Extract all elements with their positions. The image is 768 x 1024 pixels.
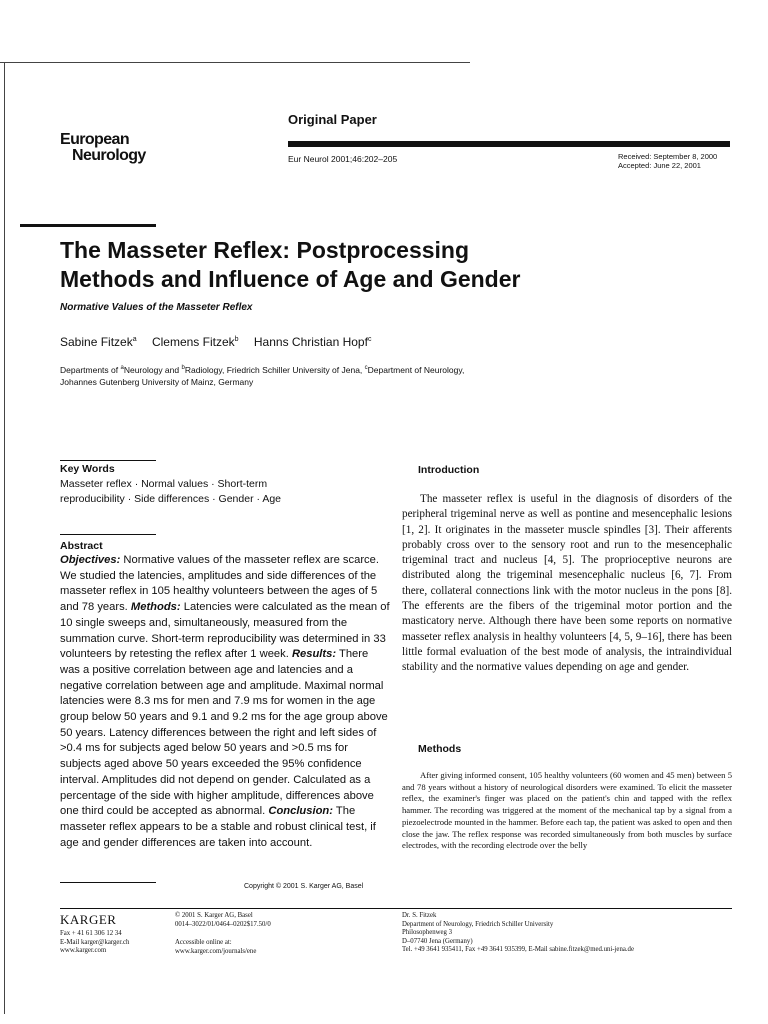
online-line-2: www.karger.com/journals/ene: [175, 947, 257, 955]
corr-line-3: Philosophenweg 3: [402, 929, 453, 936]
rights-line-1: © 2001 S. Karger AG, Basel: [175, 912, 253, 919]
corr-line-2: Department of Neurology, Friedrich Schiller University: [402, 920, 554, 928]
keywords-rule: [60, 460, 156, 461]
affil-sup-a: a: [120, 365, 124, 371]
paper-type-label: Original Paper: [288, 112, 377, 127]
author-name: Sabine Fitzek: [60, 335, 133, 349]
title-line-2: Methods and Influence of Age and Gender: [60, 266, 521, 292]
author: [60, 335, 137, 349]
author-sup: a: [132, 336, 137, 343]
journal-logo-line2: Neurology: [72, 147, 146, 164]
citation: Eur Neurol 2001;46:202–205: [288, 154, 398, 164]
publisher-contact: [60, 930, 129, 956]
methods-label: Methods:: [130, 601, 181, 614]
affiliations: [60, 362, 620, 388]
author-list: [60, 335, 383, 349]
dates-block: [618, 152, 717, 170]
results-text: There was a positive correlation between age and latencies and a negative correlation between age and amplitude. Maximal normal latencies were 8.3 ms for men and 7.9 ms for women in the age group below 50 years and 9.1 and 9.2 ms for the age group above 50 years. Latency differences between the right and left sides of >0.4 ms for subjects aged below 50 years and >0.5 ms for subjects aged above 50 years exceeded the 95% confidence interval. Amplitudes did not depend on gender. Calculated as a percentage of the side with higher amplitude, differences above one third could be accepted as abnormal.: [60, 648, 388, 818]
introduction-heading: Introduction: [418, 464, 480, 476]
publisher-web: www.karger.com: [60, 947, 107, 954]
publisher-logo: KARGER: [60, 912, 117, 927]
article-title: [60, 236, 720, 294]
affiliation-prefix: Departments of: [60, 364, 121, 375]
abstract-rule: [60, 534, 156, 535]
author-name: Hanns Christian Hopf: [253, 335, 368, 349]
corr-line-4: D–07740 Jena (Germany): [402, 937, 473, 945]
title-line-1: The Masseter Reflex: Postprocessing: [60, 237, 470, 263]
keywords-line-1: Masseter reflex · Normal values · Short-term: [60, 478, 268, 490]
author-name: Clemens Fitzek: [151, 335, 235, 349]
conclusion-label: Conclusion:: [268, 805, 333, 818]
results-label: Results:: [291, 648, 337, 661]
correspondence-block: [402, 912, 634, 955]
objectives-text: Normative values of the masseter reflex are scarce. We studied the latencies, amplitudes and side differences of the masseter reflex in 105 healthy volunteers between the ages of 5 and 78 years.: [60, 554, 379, 614]
frame-top-line: [0, 62, 470, 63]
affil-sup-b: b: [181, 365, 185, 371]
methods-text: After giving informed consent, 105 healthy volunteers (60 women and 45 men) between 5 and 78 years without a history of neurological disorders were examined. To elicit the masseter reflex, the examiner's finger was placed on the patient's chin and tapped with the reflex hammer. The recording was triggered at the moment of the mechanical tap by a signal from a piezoelectrode mounted in the hammer. Before each tap, the patient was asked to open and then close the jaw. The reflex response was recorded simultaneously from both muscles by surface electrodes, with the recording electrode over the belly: [402, 770, 732, 851]
keywords-heading: Key Words: [60, 463, 115, 475]
rights-line-2: 0014–3022/01/0464–0202$17.50/0: [175, 920, 271, 928]
author-sup: c: [367, 336, 372, 343]
corr-line-5: Tel. +49 3641 935411, Fax +49 3641 935399, E-Mail sabine.fitzek@med.uni-jena.de: [402, 946, 634, 953]
keywords-line-2: reproducibility · Side differences · Gender · Age: [60, 493, 282, 505]
affil-sup-c: c: [364, 365, 368, 371]
author: [152, 335, 239, 349]
header-bar: [288, 141, 730, 147]
journal-logo: [60, 132, 146, 164]
methods-heading: Methods: [418, 743, 462, 755]
conclusion-text: The masseter reflex appears to be a stable and robust clinical test, if age and gender differences are taken into account.: [60, 805, 376, 849]
rights-block: [175, 912, 271, 929]
abstract-end-rule: [60, 882, 156, 883]
online-block: [175, 939, 256, 956]
objectives-label: Objectives:: [60, 554, 121, 566]
article-subtitle: Normative Values of the Masseter Reflex: [60, 302, 253, 313]
author-sup: b: [234, 336, 239, 343]
introduction-text: The masseter reflex is useful in the diagnosis of disorders of the peripheral trigeminal nerve as well as pontine and mesencephalic lesions [1, 2]. It originates in the masseter muscle spindles [3]. Their afferents probably cross over to the sensory root and run to the mesencephalic trigeminal tract and nucleus [4, 5]. The proprioceptive neurons are distributed along the trigeminal mesencephalic nucleus [6, 7]. From there, collateral connections link with the motor nucleus in the pons [8]. The efferents are the fibers of the trigeminal motor portion and the masticatory nerve. Although there have been some reports on normative masseter reflex analysis in healthy volunteers [4, 5, 9–16], there has been little formal evaluation of the best mode of analysis, the intraindividual stability and the normative values depending on age and gender.: [402, 493, 732, 674]
publisher-email: E-Mail karger@karger.ch: [60, 938, 130, 946]
corr-line-1: Dr. S. Fitzek: [402, 912, 437, 919]
affiliation-line-2: Johannes Gutenberg University of Mainz, Germany: [60, 376, 254, 387]
abstract-body: [60, 553, 390, 851]
methods-text: Latencies were calculated as the mean of 10 single sweeps and, simultaneously, measured from the summation curve. Short-term reproducibility was determined in 33 volunteers by retesting the reflex after 1 week.: [60, 601, 390, 661]
copyright-notice: Copyright © 2001 S. Karger AG, Basel: [244, 883, 364, 890]
publisher-fax: Fax + 41 61 306 12 34: [60, 930, 122, 937]
keywords-text: [60, 477, 360, 507]
accepted-date: Accepted: June 22, 2001: [618, 161, 701, 170]
affil-text-c: Department of Neurology,: [367, 364, 465, 375]
affil-text-a: Neurology and: [123, 364, 182, 375]
online-line-1: Accessible online at:: [175, 939, 232, 946]
frame-left-line: [4, 62, 5, 1014]
author: [254, 335, 372, 349]
received-date: Received: September 8, 2000: [618, 152, 718, 161]
affiliation-line-1: [60, 362, 620, 376]
abstract-heading: Abstract: [60, 540, 103, 552]
footer-rule: [60, 908, 732, 909]
affil-text-b: Radiology, Friedrich Schiller University of Jena,: [184, 364, 365, 375]
title-bar: [20, 224, 156, 227]
journal-logo-line1: European: [60, 131, 129, 148]
